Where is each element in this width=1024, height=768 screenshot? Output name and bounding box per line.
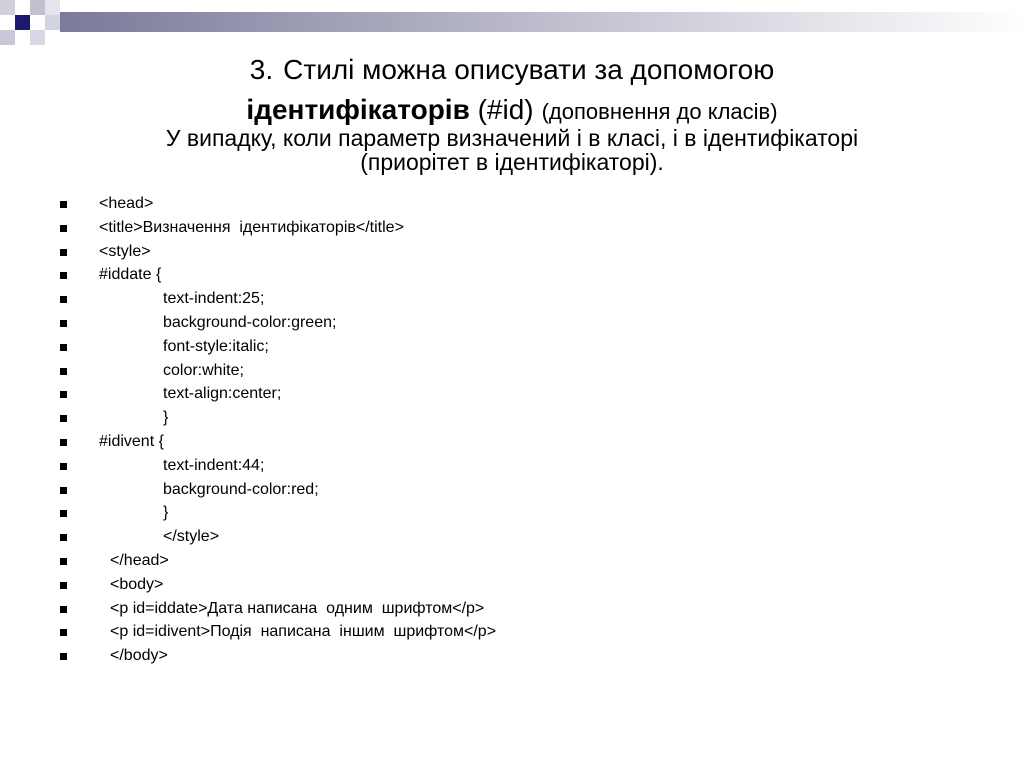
bullet-icon (60, 439, 67, 446)
deco-square (45, 0, 60, 15)
bullet-icon (60, 201, 67, 208)
code-line: text-indent:25; (163, 290, 265, 308)
deco-square (0, 0, 15, 15)
bullet-icon (60, 487, 67, 494)
code-line: </style> (163, 528, 220, 546)
code-line: text-align:center; (163, 385, 282, 403)
bullet-icon (60, 534, 67, 541)
deco-square (0, 30, 15, 45)
code-line: font-style:italic; (163, 337, 269, 355)
code-line: <title>Визначення ідентифікаторів</title> (99, 218, 404, 236)
title-line-1 (0, 50, 1024, 90)
deco-square (30, 30, 45, 45)
code-line: color:white; (163, 361, 244, 379)
code-line: <body> (110, 575, 164, 593)
code-line: <p id=iddate>Дата написана одним шрифтом</p> (110, 599, 485, 617)
title-line-2 (0, 92, 1024, 128)
code-line: <p id=idivent>Подія написана іншим шрифтом</p> (110, 623, 497, 641)
code-line: background-color:red; (163, 480, 319, 498)
bullet-icon (60, 653, 67, 660)
bullet-icon (60, 296, 67, 303)
code-line: <head> (99, 195, 154, 212)
title-paren: (#id) (477, 94, 534, 125)
deco-square (30, 0, 45, 15)
bullet-icon (60, 463, 67, 470)
bullet-icon (60, 225, 67, 232)
top-gradient-bar (60, 12, 1024, 32)
bullet-icon (60, 558, 67, 565)
code-line: } (163, 504, 169, 522)
slide-subtitle (60, 126, 964, 174)
title-text: Стилі можна описувати за допомогою (283, 54, 775, 85)
bullet-icon (60, 320, 67, 327)
deco-square (45, 15, 60, 30)
title-bold: ідентифікаторів (246, 94, 470, 125)
bullet-icon (60, 582, 67, 589)
deco-square (15, 15, 30, 30)
bullet-icon (60, 249, 67, 256)
code-line: #iddate { (99, 266, 162, 284)
code-line: #idivent { (99, 432, 164, 450)
subtitle-line-2: (приорітет в ідентифікаторі). (360, 149, 664, 175)
top-decoration (0, 0, 1024, 50)
bullet-icon (60, 368, 67, 375)
bullet-icon (60, 629, 67, 636)
code-line: <style> (99, 242, 151, 260)
subtitle-line-1: У випадку, коли параметр визначений і в класі, і в ідентифікаторі (165, 125, 859, 151)
code-line: </head> (110, 551, 169, 569)
code-line: text-indent:44; (163, 456, 265, 474)
bullet-icon (60, 344, 67, 351)
title-number: 3. (249, 54, 274, 85)
code-line: </body> (110, 647, 168, 665)
code-line: } (163, 409, 169, 427)
bullet-icon (60, 606, 67, 613)
code-line: background-color:green; (163, 313, 337, 331)
bullet-icon (60, 415, 67, 422)
title-small: (доповнення до класів) (541, 99, 778, 124)
slide-title (0, 50, 1024, 128)
bullet-icon (60, 272, 67, 279)
bullet-icon (60, 391, 67, 398)
bullet-icon (60, 510, 67, 517)
